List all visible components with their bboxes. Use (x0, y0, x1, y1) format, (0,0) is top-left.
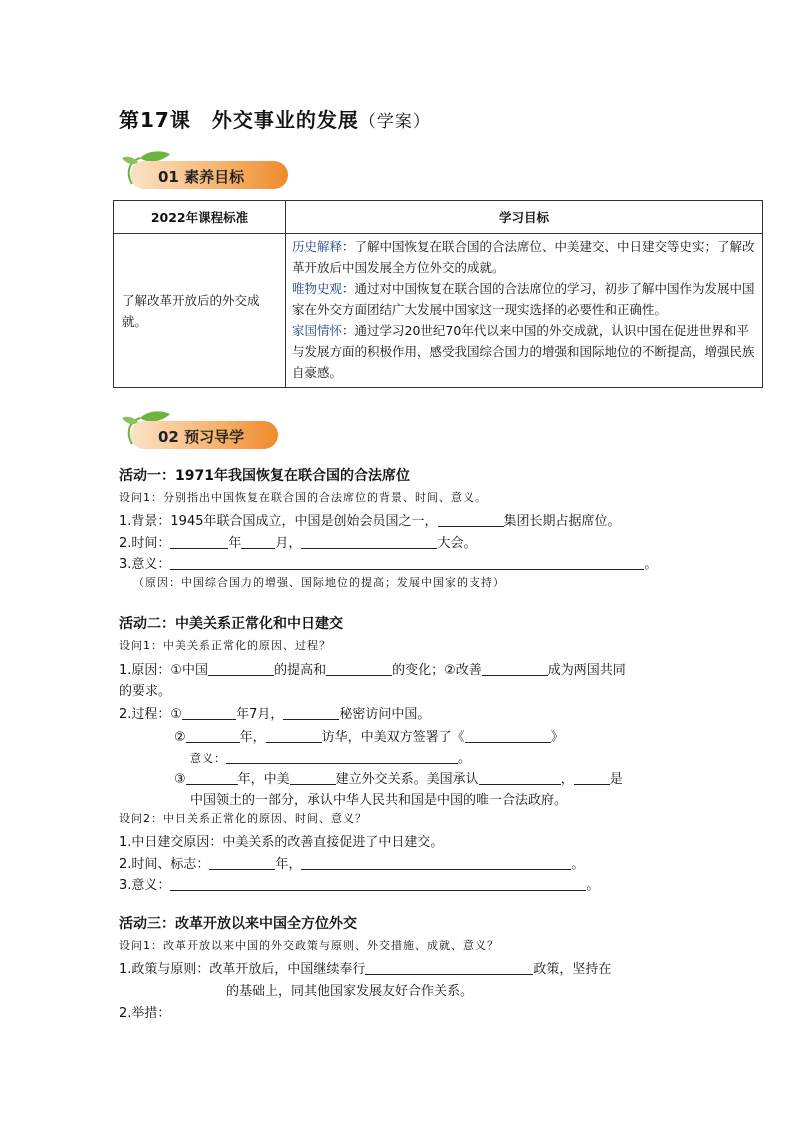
answer-blank[interactable] (209, 855, 275, 870)
title-main: 第17课 外交事业的发展 (119, 108, 359, 132)
answer-blank[interactable] (170, 555, 644, 570)
answer-blank[interactable] (326, 661, 392, 676)
activity1-line3: 3.意义： 。 (119, 557, 658, 572)
objective-item (292, 278, 756, 320)
answer-blank[interactable] (574, 770, 610, 785)
activity3-measures: 2.举措： (119, 1006, 171, 1021)
goals-table (113, 200, 763, 388)
activity2-process2: ② 年， 访华，中美双方签署了《 》 (174, 730, 564, 745)
answer-blank[interactable] (301, 855, 571, 870)
answer-blank[interactable] (186, 728, 240, 743)
activity2-cause-cont: 的要求。 (119, 684, 172, 699)
answer-blank[interactable] (226, 749, 458, 764)
activity1-line1: 1.背景：1945年联合国成立，中国是创始会员国之一， 集团长期占据席位。 (119, 514, 621, 529)
activity1-line2: 2.时间： 年 月， 大会。 (119, 536, 477, 551)
standard-cell: 了解改革开放后的外交成就。 (114, 234, 286, 388)
answer-blank[interactable] (241, 534, 275, 549)
objective-item (292, 320, 756, 383)
objective-label: 唯物史观 (292, 281, 343, 296)
answer-blank[interactable] (365, 960, 533, 975)
activity2-question1: 设问1：中美关系正常化的原因、过程？ (119, 639, 331, 652)
activity2-cause-line: 1.原因：①中国 的提高和 的变化；②改善 成为两国共同 (119, 663, 626, 678)
page-title (119, 104, 431, 133)
objectives-cell (286, 234, 763, 388)
activity3-policy: 1.政策与原则：改革开放后，中国继续奉行 政策，坚持在 (119, 962, 612, 977)
objective-text: ：通过对中国恢复在联合国的合法席位的学习，初步了解中国作为发展中国家在外交方面团结广大发展中国家这一现实选择的必要性和正确性。 (292, 281, 755, 317)
activity1-question: 设问1：分别指出中国恢复在联合国的合法席位的背景、时间、意义。 (119, 491, 487, 504)
table-header-standard: 2022年课程标准 (114, 201, 286, 234)
answer-blank[interactable] (266, 728, 322, 743)
answer-blank[interactable] (283, 705, 339, 720)
activity2-process2-meaning: 意义： 。 (190, 751, 472, 766)
answer-blank[interactable] (208, 661, 274, 676)
objective-label: 家国情怀 (292, 323, 343, 338)
activity3-heading: 活动三：改革开放以来中国全方位外交 (119, 916, 357, 932)
section-title-preview: 02 预习导学 (158, 428, 245, 446)
answer-blank[interactable] (438, 512, 504, 527)
answer-blank[interactable] (290, 770, 336, 785)
activity2-question2: 设问2：中日关系正常化的原因、时间、意义？ (119, 812, 367, 825)
objective-text: ：通过学习20世纪70年代以来中国的外交成就，认识中国在促进世界和平与发展方面的积极作用，感受我国综合国力的增强和国际地位的不断提高，增强民族自豪感。 (292, 323, 755, 380)
answer-blank[interactable] (186, 770, 238, 785)
objective-item (292, 236, 756, 278)
section-title-goals: 01 素养目标 (158, 168, 245, 186)
activity1-note: （原因：中国综合国力的增强、国际地位的提高；发展中国家的支持） (133, 576, 505, 589)
activity2-japan-meaning: 3.意义： 。 (119, 878, 600, 893)
activity3-policy-cont: 的基础上，同其他国家发展友好合作关系。 (226, 984, 474, 999)
activity2-japan-time: 2.时间、标志： 年， 。 (119, 857, 585, 872)
activity2-process1: 2.过程：① 年7月， 秘密访问中国。 (119, 707, 431, 722)
objective-label: 历史解释 (292, 239, 343, 254)
answer-blank[interactable] (465, 728, 551, 743)
section-badge-preview (118, 408, 293, 452)
answer-blank[interactable] (182, 705, 236, 720)
answer-blank[interactable] (482, 661, 548, 676)
table-header-objectives: 学习目标 (286, 201, 763, 234)
objective-text: ：了解中国恢复在联合国的合法席位、中美建交、中日建交等史实；了解改革开放后中国发展全方位外交的成就。 (292, 239, 755, 275)
activity1-heading: 活动一：1971年我国恢复在联合国的合法席位 (119, 468, 410, 484)
activity2-japan-cause: 1.中日建交原因：中美关系的改善直接促进了中日建交。 (119, 835, 444, 850)
activity2-process3-cont: 中国领土的一部分，承认中华人民共和国是中国的唯一合法政府。 (190, 793, 568, 808)
answer-blank[interactable] (170, 876, 586, 891)
answer-blank[interactable] (479, 770, 561, 785)
activity3-question: 设问1：改革开放以来中国的外交政策与原则、外交措施、成就、意义？ (119, 939, 499, 952)
title-sub: （学案） (358, 112, 431, 132)
activity2-process3: ③ 年，中美 建立外交关系。美国承认 ， 是 (174, 772, 623, 787)
activity2-heading: 活动二：中美关系正常化和中日建交 (119, 616, 343, 632)
answer-blank[interactable] (301, 534, 437, 549)
section-badge-goals (118, 148, 293, 192)
answer-blank[interactable] (170, 534, 228, 549)
